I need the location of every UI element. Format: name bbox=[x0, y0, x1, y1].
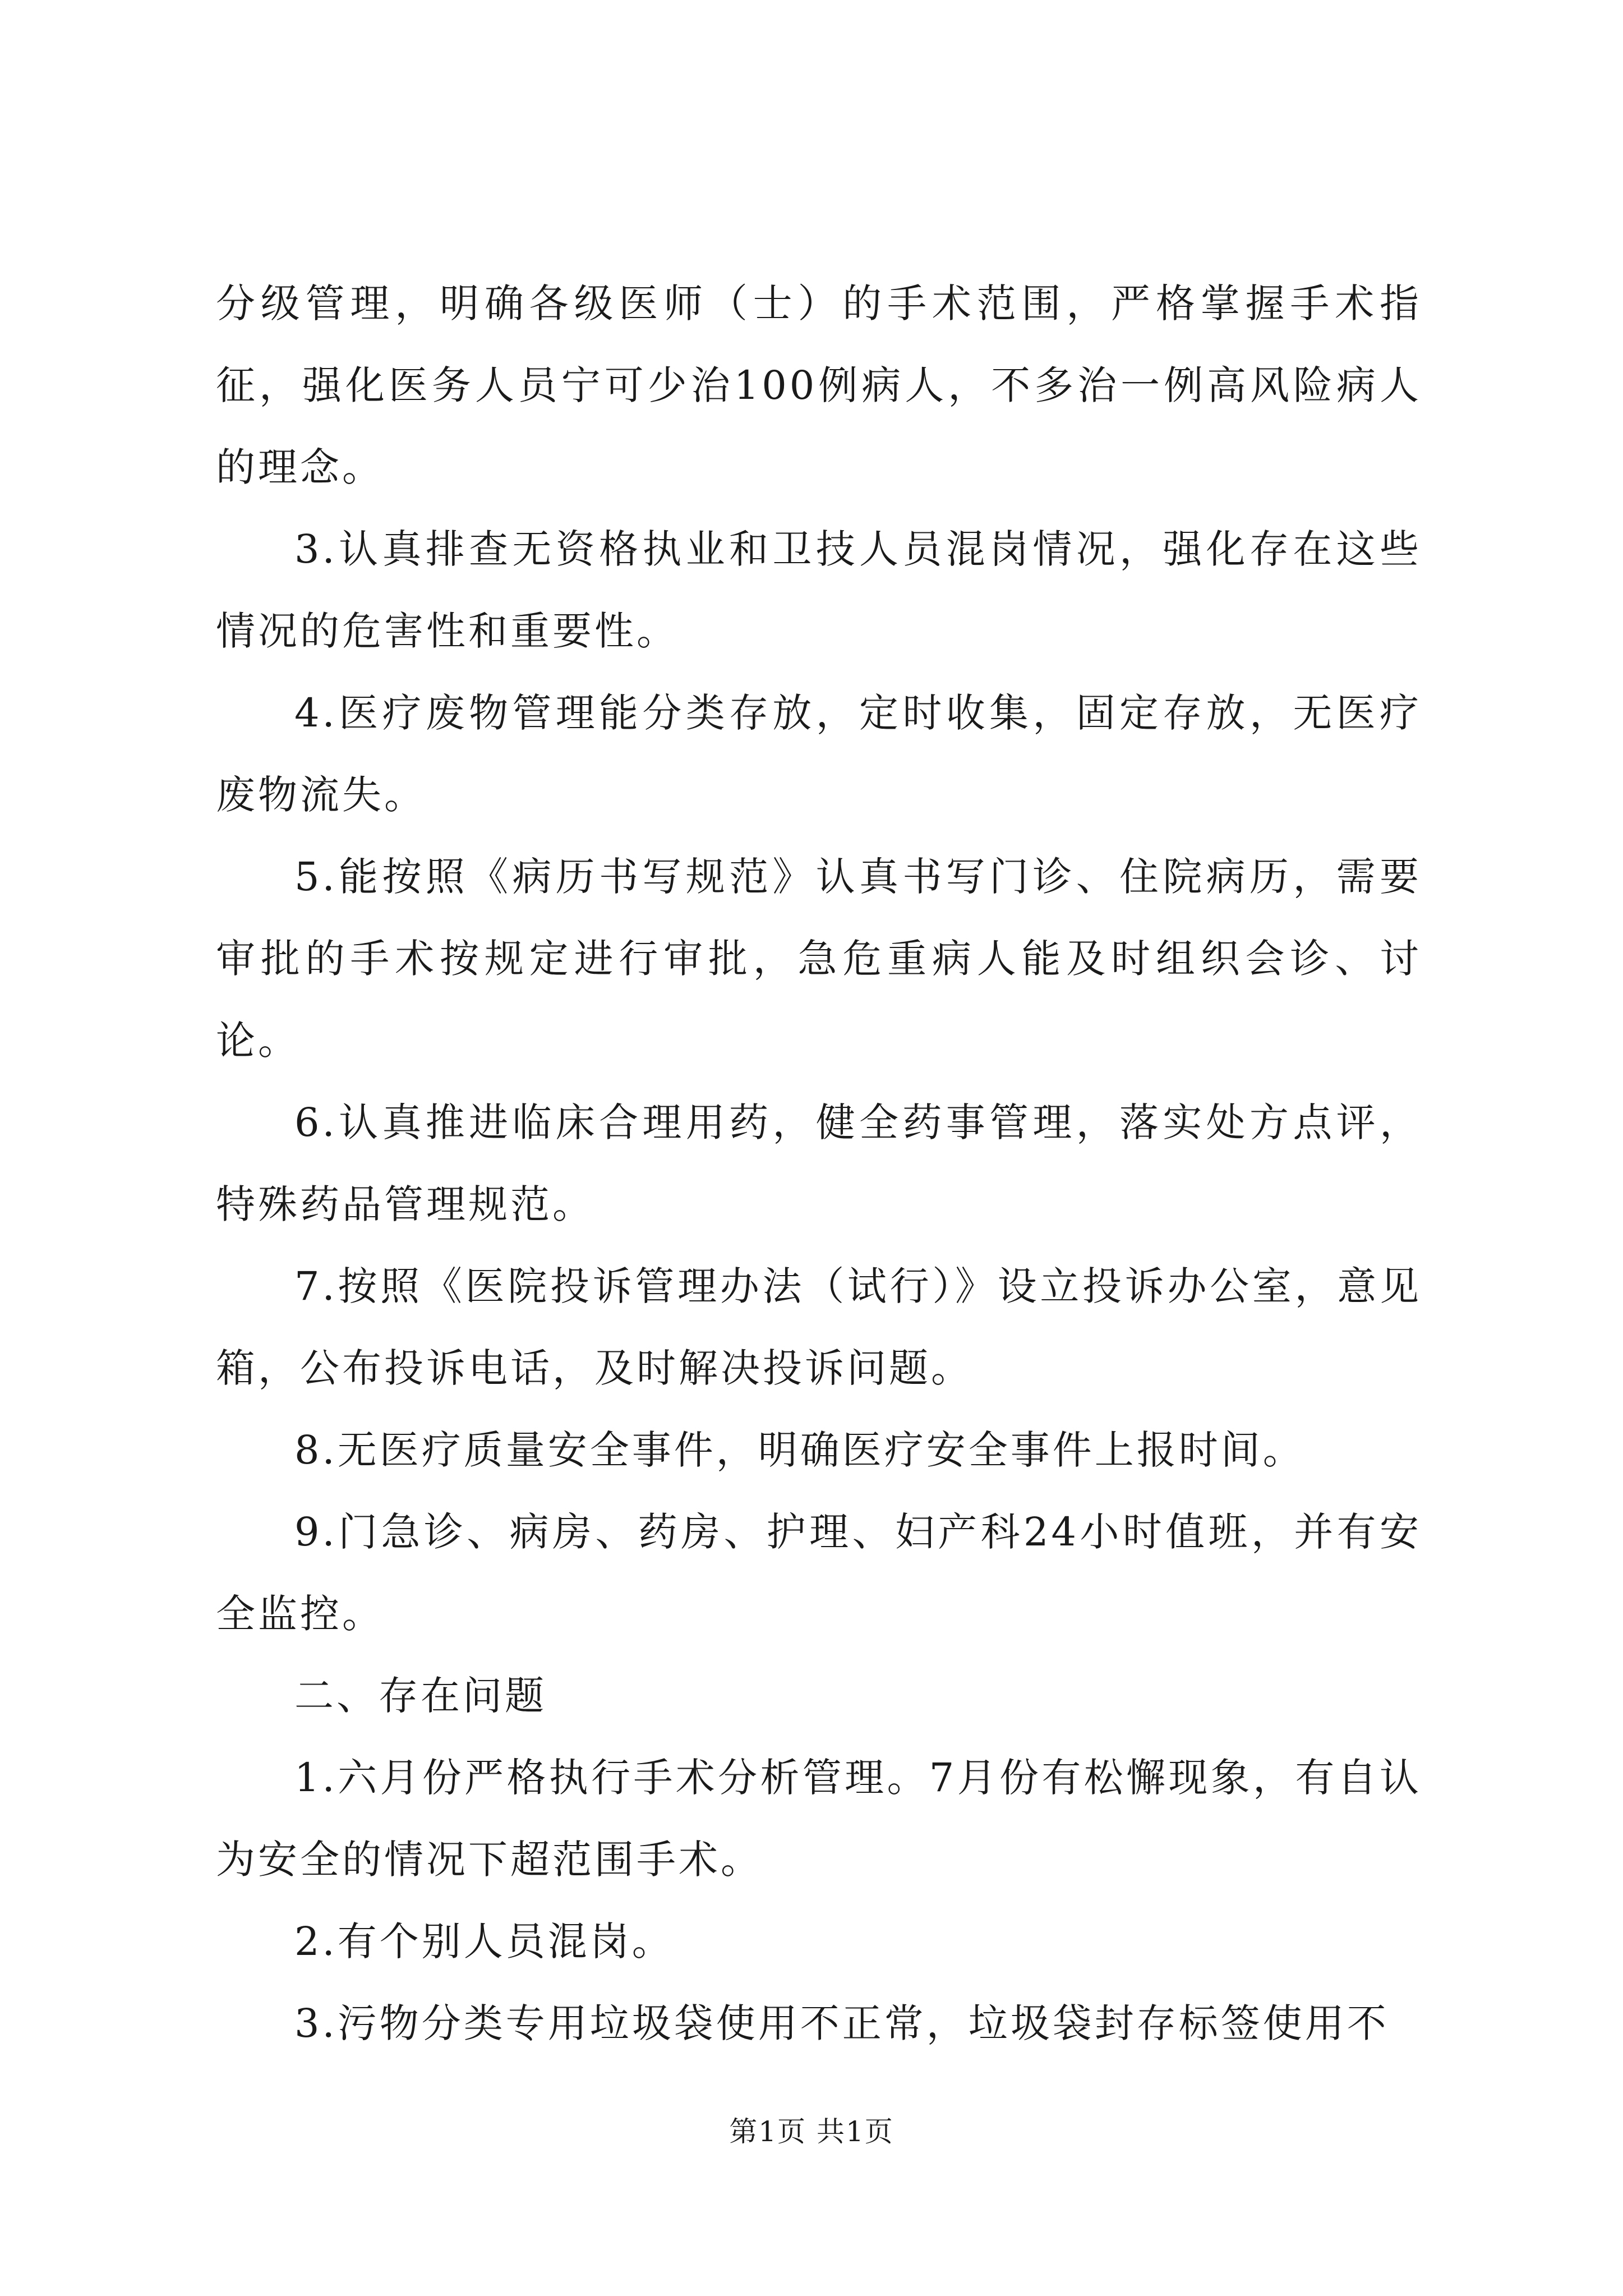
paragraph-item-6: 6.认真推进临床合理用药，健全药事管理，落实处方点评，特殊药品管理规范。 bbox=[216, 1099, 1422, 1227]
paragraph-item-5: 5.能按照《病历书写规范》认真书写门诊、住院病历，需要审批的手术按规定进行审批，急危重病人能及时组织会诊、讨论。 bbox=[216, 854, 1422, 1064]
page-footer: 第1页 共1页 bbox=[729, 2115, 894, 2148]
paragraph-continuation: 分级管理，明确各级医师（士）的手术范围，严格掌握手术指征，强化医务人员宁可少治100例病人，不多治一例高风险病人的理念。 bbox=[216, 280, 1422, 490]
document-body bbox=[216, 263, 1422, 2064]
paragraph-item-9: 9.门急诊、病房、药房、护理、妇产科24小时值班，并有安全监控。 bbox=[216, 1509, 1422, 1637]
paragraph-item-4: 4.医疗废物管理能分类存放，定时收集，固定存放，无医疗废物流失。 bbox=[216, 690, 1422, 818]
problem-item-3: 3.污物分类专用垃圾袋使用不正常，垃圾袋封存标签使用不 bbox=[294, 2000, 1389, 2046]
paragraph-item-3: 3.认真排查无资格执业和卫技人员混岗情况，强化存在这些情况的危害性和重要性。 bbox=[216, 526, 1422, 654]
problem-item-2: 2.有个别人员混岗。 bbox=[294, 1918, 674, 1964]
section-heading-problems: 二、存在问题 bbox=[294, 1673, 547, 1719]
paragraph-item-7: 7.按照《医院投诉管理办法（试行）》设立投诉办公室，意见箱，公布投诉电话，及时解决投诉问题。 bbox=[216, 1263, 1422, 1391]
paragraph-item-8: 8.无医疗质量安全事件，明确医疗安全事件上报时间。 bbox=[294, 1427, 1305, 1473]
problem-item-1: 1.六月份严格执行手术分析管理。7月份有松懈现象，有自认为安全的情况下超范围手术。 bbox=[216, 1755, 1422, 1883]
